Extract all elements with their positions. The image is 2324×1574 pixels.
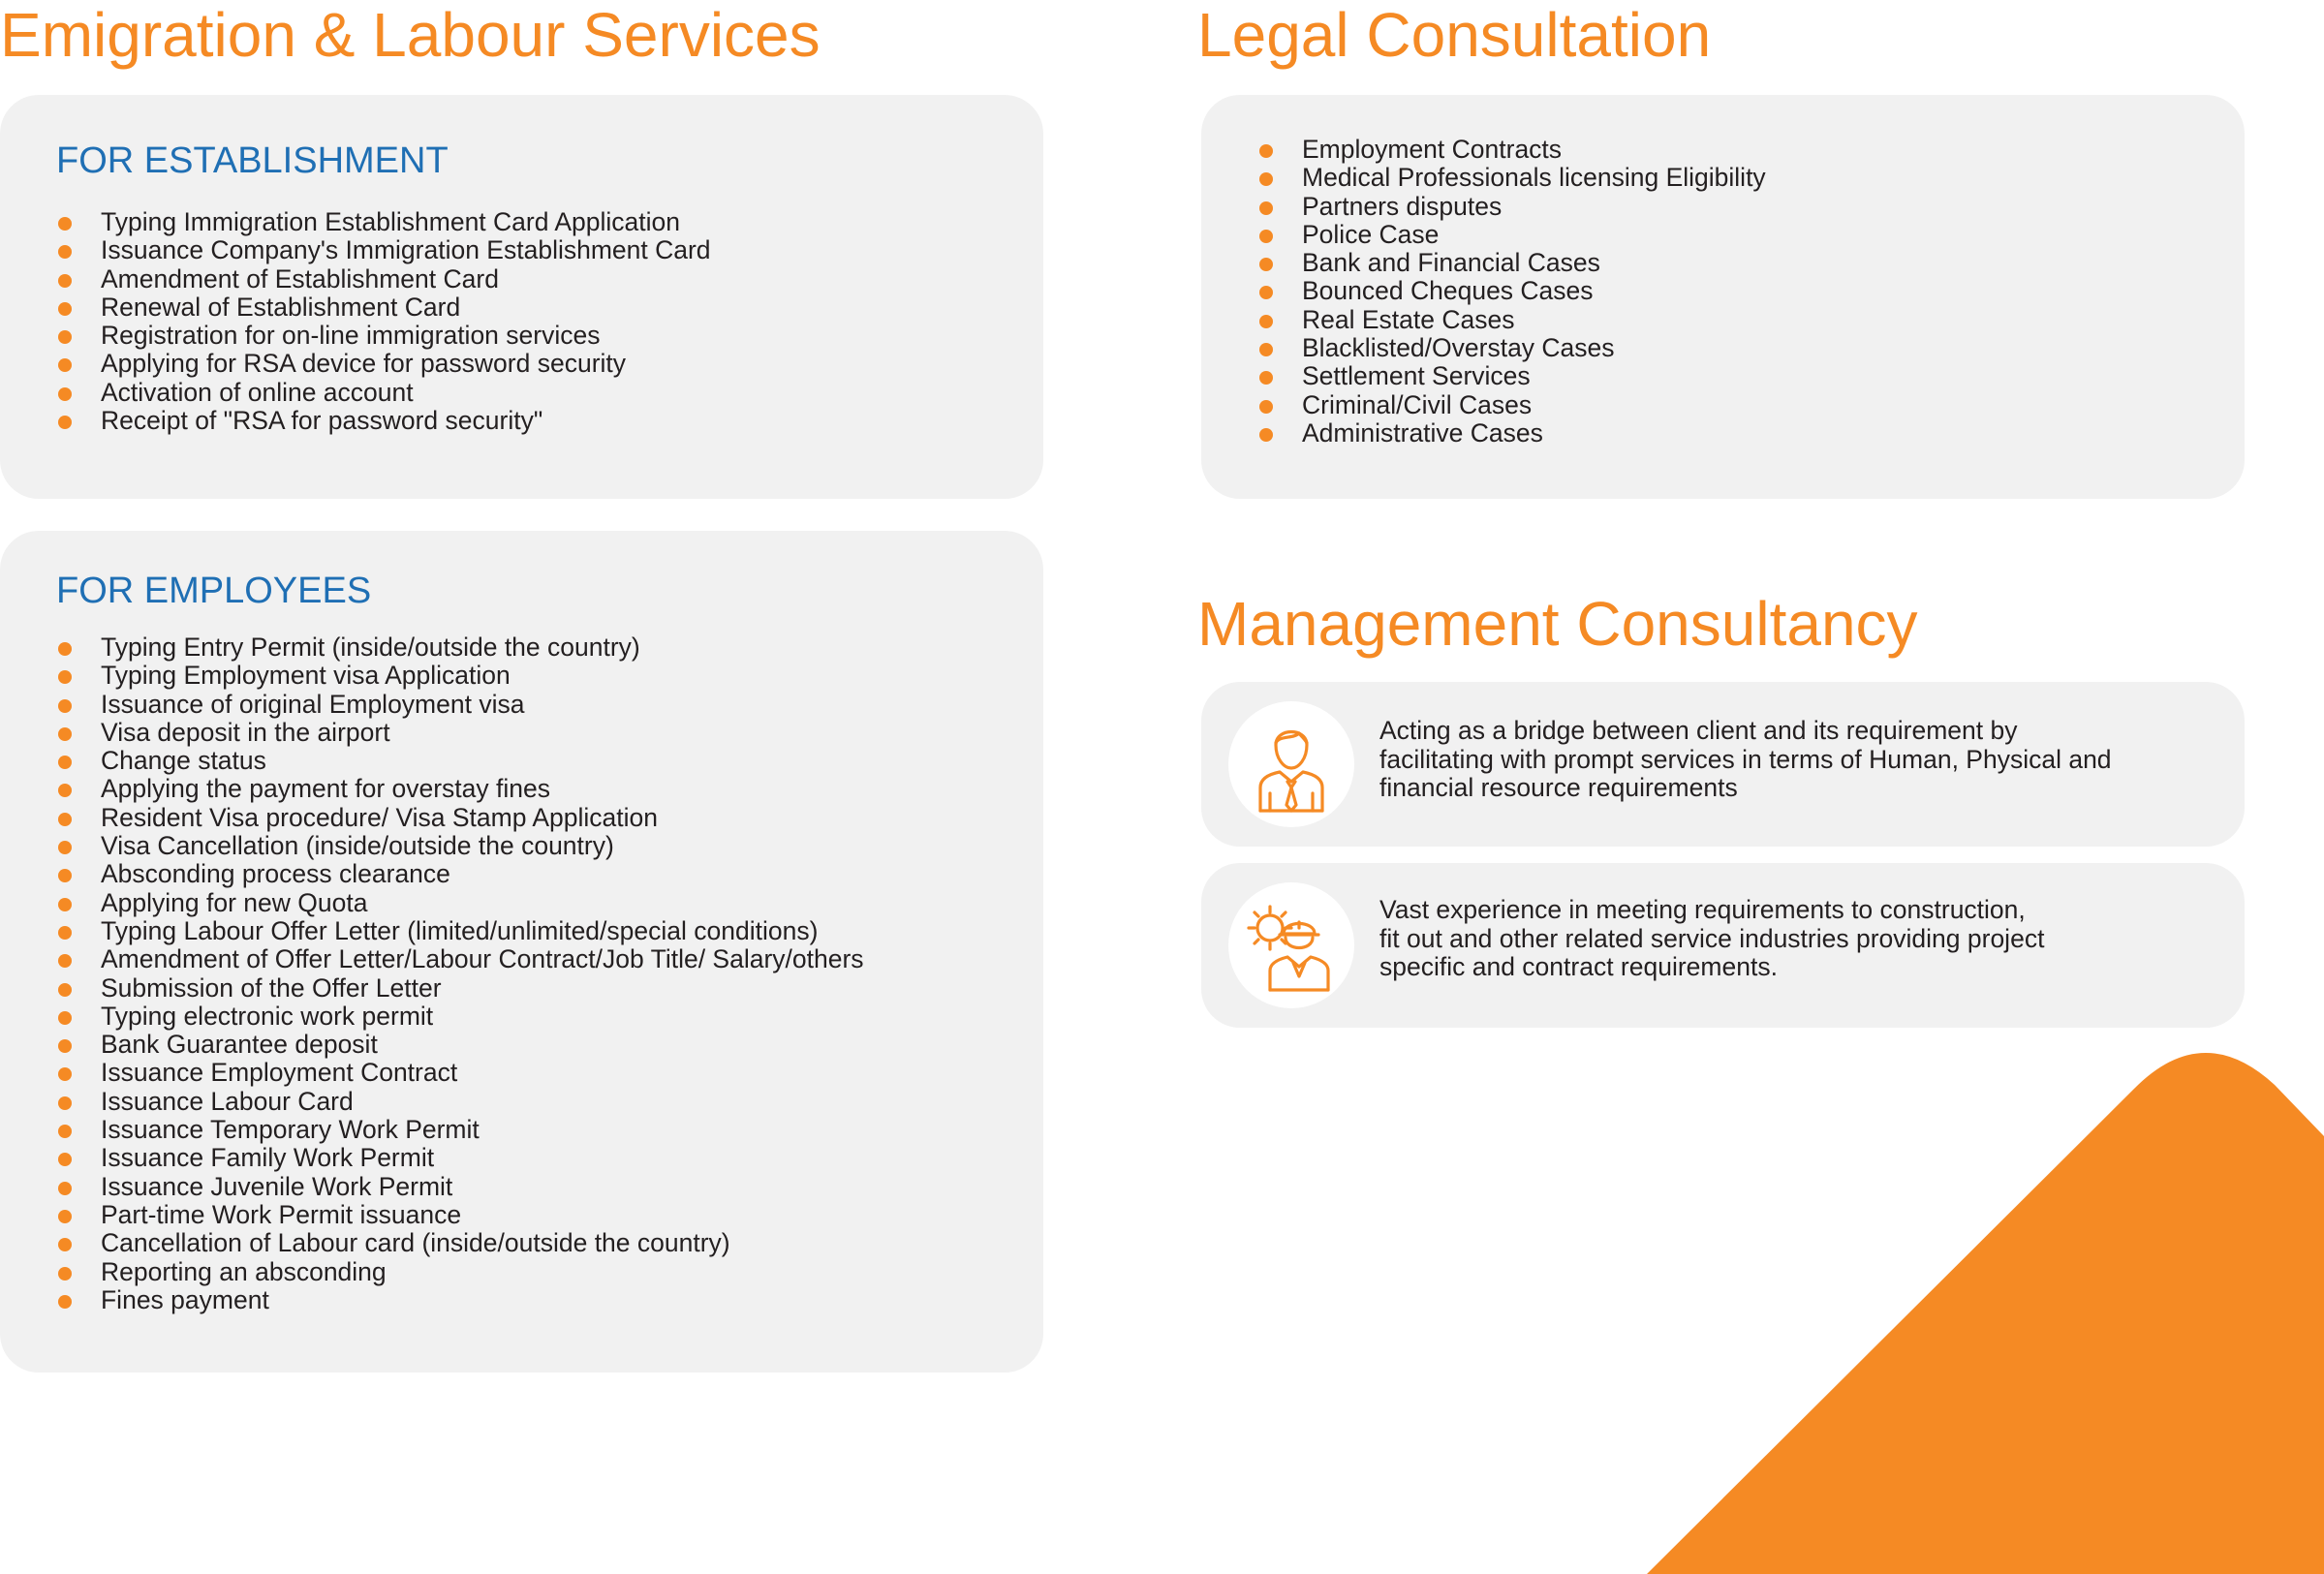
list-item: Issuance Company's Immigration Establishment Card [58,236,711,264]
text-line: Acting as a bridge between client and its requirement by [1379,716,2018,745]
list-item: Reporting an absconding [58,1258,864,1286]
list-item: Applying the payment for overstay fines [58,775,864,803]
list-item: Registration for on-line immigration services [58,322,711,350]
list-item: Resident Visa procedure/ Visa Stamp Application [58,804,864,832]
list-item: Typing Immigration Establishment Card Application [58,208,711,236]
list-item: Issuance of original Employment visa [58,691,864,719]
employees-card [0,531,1043,1373]
list-item: Renewal of Establishment Card [58,293,711,322]
list-item: Change status [58,747,864,775]
list-item: Visa deposit in the airport [58,719,864,747]
legal-list [1259,136,1766,448]
text-line: fit out and other related service industries providing project [1379,923,2045,953]
list-item: Issuance Temporary Work Permit [58,1116,864,1144]
list-item: Receipt of "RSA for password security" [58,407,711,435]
list-item: Bank Guarantee deposit [58,1031,864,1059]
list-item: Amendment of Establishment Card [58,265,711,293]
list-item: Applying for new Quota [58,889,864,917]
list-item: Issuance Employment Contract [58,1059,864,1087]
establishment-list [58,208,711,435]
list-item: Part-time Work Permit issuance [58,1201,864,1229]
list-item: Issuance Juvenile Work Permit [58,1173,864,1201]
management-card-2-text [1379,896,2154,982]
list-item: Issuance Labour Card [58,1088,864,1116]
list-item: Settlement Services [1259,362,1766,390]
establishment-card [0,95,1043,499]
emigration-title: Emigration & Labour Services [0,0,821,70]
list-item: Police Case [1259,221,1766,249]
employees-heading: FOR EMPLOYEES [56,571,372,611]
list-item: Typing electronic work permit [58,1003,864,1031]
list-item: Visa Cancellation (inside/outside the country) [58,832,864,860]
list-item: Typing Entry Permit (inside/outside the country) [58,633,864,662]
list-item: Typing Labour Offer Letter (limited/unlimited/special conditions) [58,917,864,945]
employees-list [58,633,864,1314]
list-item: Real Estate Cases [1259,306,1766,334]
list-item: Partners disputes [1259,193,1766,221]
list-item: Fines payment [58,1286,864,1314]
list-item: Bank and Financial Cases [1259,249,1766,277]
businessman-icon [1228,701,1354,827]
management-card-2 [1201,863,2245,1028]
list-item: Submission of the Offer Letter [58,974,864,1003]
list-item: Typing Employment visa Application [58,662,864,690]
text-line: financial resource requirements [1379,773,1738,802]
management-card-1-text [1379,717,2154,803]
list-item: Bounced Cheques Cases [1259,277,1766,305]
list-item: Issuance Family Work Permit [58,1144,864,1172]
text-line: specific and contract requirements. [1379,952,1778,981]
legal-card [1201,95,2245,499]
list-item: Cancellation of Labour card (inside/outside the country) [58,1229,864,1257]
list-item: Absconding process clearance [58,860,864,888]
list-item: Criminal/Civil Cases [1259,391,1766,419]
list-item: Amendment of Offer Letter/Labour Contract/Job Title/ Salary/others [58,945,864,973]
list-item: Medical Professionals licensing Eligibility [1259,164,1766,192]
text-line: facilitating with prompt services in terms of Human, Physical and [1379,744,2112,774]
list-item: Activation of online account [58,379,711,407]
list-item: Administrative Cases [1259,419,1766,448]
legal-title: Legal Consultation [1197,0,1712,70]
list-item: Employment Contracts [1259,136,1766,164]
list-item: Blacklisted/Overstay Cases [1259,334,1766,362]
management-card-1 [1201,682,2245,847]
list-item: Applying for RSA device for password security [58,350,711,378]
text-line: Vast experience in meeting requirements to construction, [1379,895,2026,924]
engineer-gear-icon [1228,882,1354,1008]
establishment-heading: FOR ESTABLISHMENT [56,140,449,181]
management-title: Management Consultancy [1197,589,1918,659]
